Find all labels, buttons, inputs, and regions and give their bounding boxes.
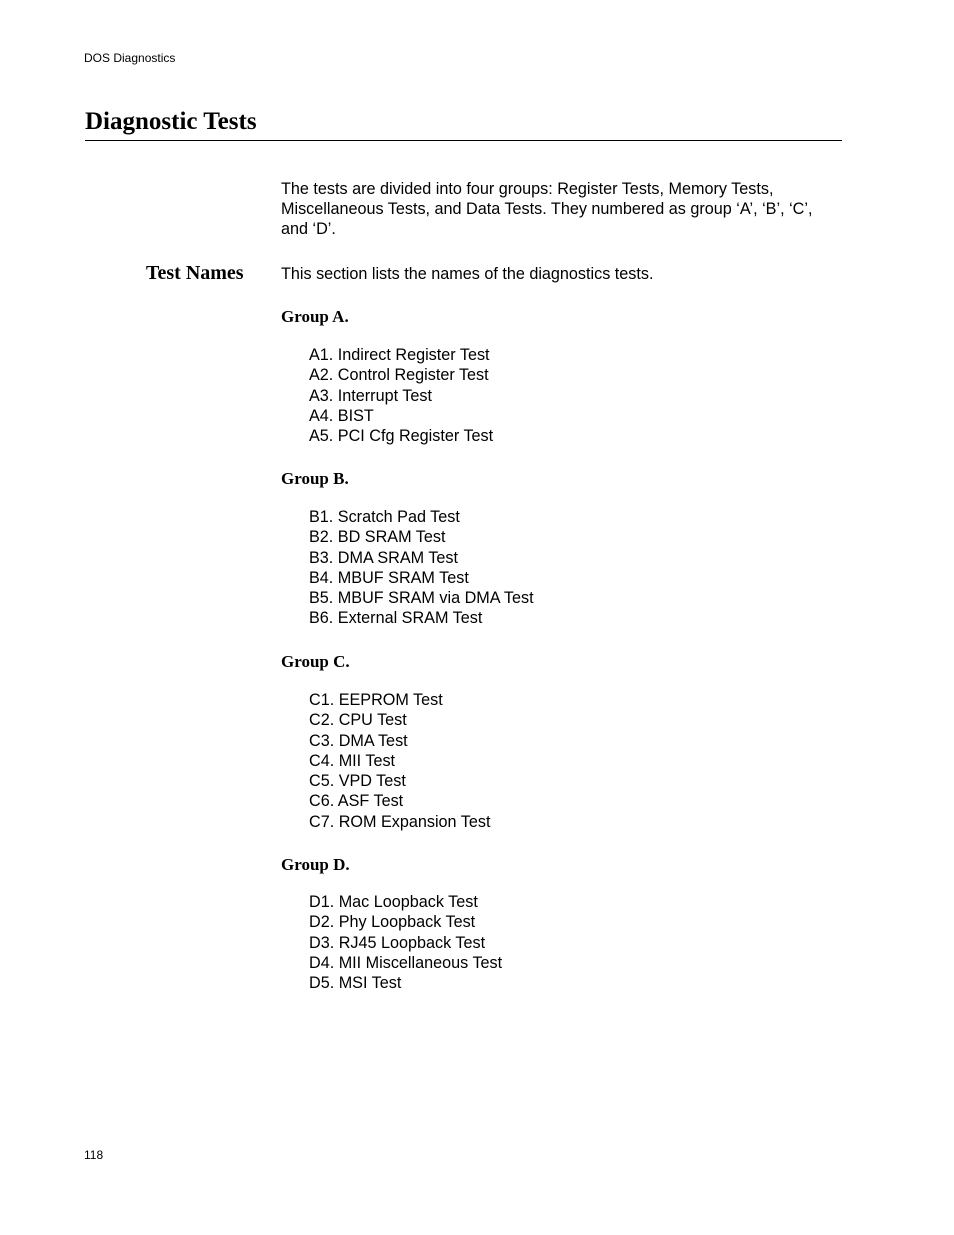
list-item: B5. MBUF SRAM via DMA Test <box>309 589 534 607</box>
list-item: B2. BD SRAM Test <box>309 528 446 547</box>
list-item: B1. Scratch Pad Test <box>309 508 460 526</box>
group-b-title: Group B. <box>281 469 349 488</box>
section-description: This section lists the names of the diagnostics tests. <box>281 265 654 283</box>
list-item: C4. MII Test <box>309 751 396 770</box>
list-item: C1. EEPROM Test <box>309 691 443 709</box>
list-item: C6. ASF Test <box>309 792 404 811</box>
page-number: 118 <box>84 1148 104 1162</box>
list-item: B3. DMA SRAM Test <box>309 548 459 567</box>
group-d-test-list <box>309 892 502 993</box>
list-item: C2. CPU Test <box>309 711 407 730</box>
list-item: D2. Phy Loopback Test <box>309 913 476 932</box>
list-item: D5. MSI Test <box>309 974 402 992</box>
chapter-title: Diagnostic Tests <box>85 108 257 135</box>
group-b-test-list <box>309 507 534 629</box>
list-item: C5. VPD Test <box>309 772 406 790</box>
list-item: D4. MII Miscellaneous Test <box>309 953 503 972</box>
list-item: A3. Interrupt Test <box>309 386 432 405</box>
list-item: C3. DMA Test <box>309 731 408 750</box>
group-a-test-list <box>309 345 493 446</box>
list-item: B4. MBUF SRAM Test <box>309 568 469 587</box>
intro-paragraph: The tests are divided into four groups: Register Tests, Memory Tests, Miscellaneous Tests, and Data Tests. They numbered as group ‘A’, ‘B’, ‘C’, and ‘D’. <box>281 180 813 238</box>
list-item: A2. Control Register Test <box>309 366 489 385</box>
section-heading-test-names: Test Names <box>146 262 244 284</box>
running-header: DOS Diagnostics <box>84 51 176 65</box>
list-item: A4. BIST <box>309 406 374 425</box>
group-a-title: Group A. <box>281 307 349 326</box>
group-c-title: Group C. <box>281 652 350 671</box>
group-d-title: Group D. <box>281 855 350 874</box>
list-item: D3. RJ45 Loopback Test <box>309 933 486 952</box>
list-item: B6. External SRAM Test <box>309 609 483 628</box>
title-rule <box>85 140 842 141</box>
list-item: C7. ROM Expansion Test <box>309 812 491 831</box>
list-item: A1. Indirect Register Test <box>309 346 490 364</box>
group-c-test-list <box>309 690 490 832</box>
list-item: D1. Mac Loopback Test <box>309 893 478 911</box>
list-item: A5. PCI Cfg Register Test <box>309 427 494 445</box>
